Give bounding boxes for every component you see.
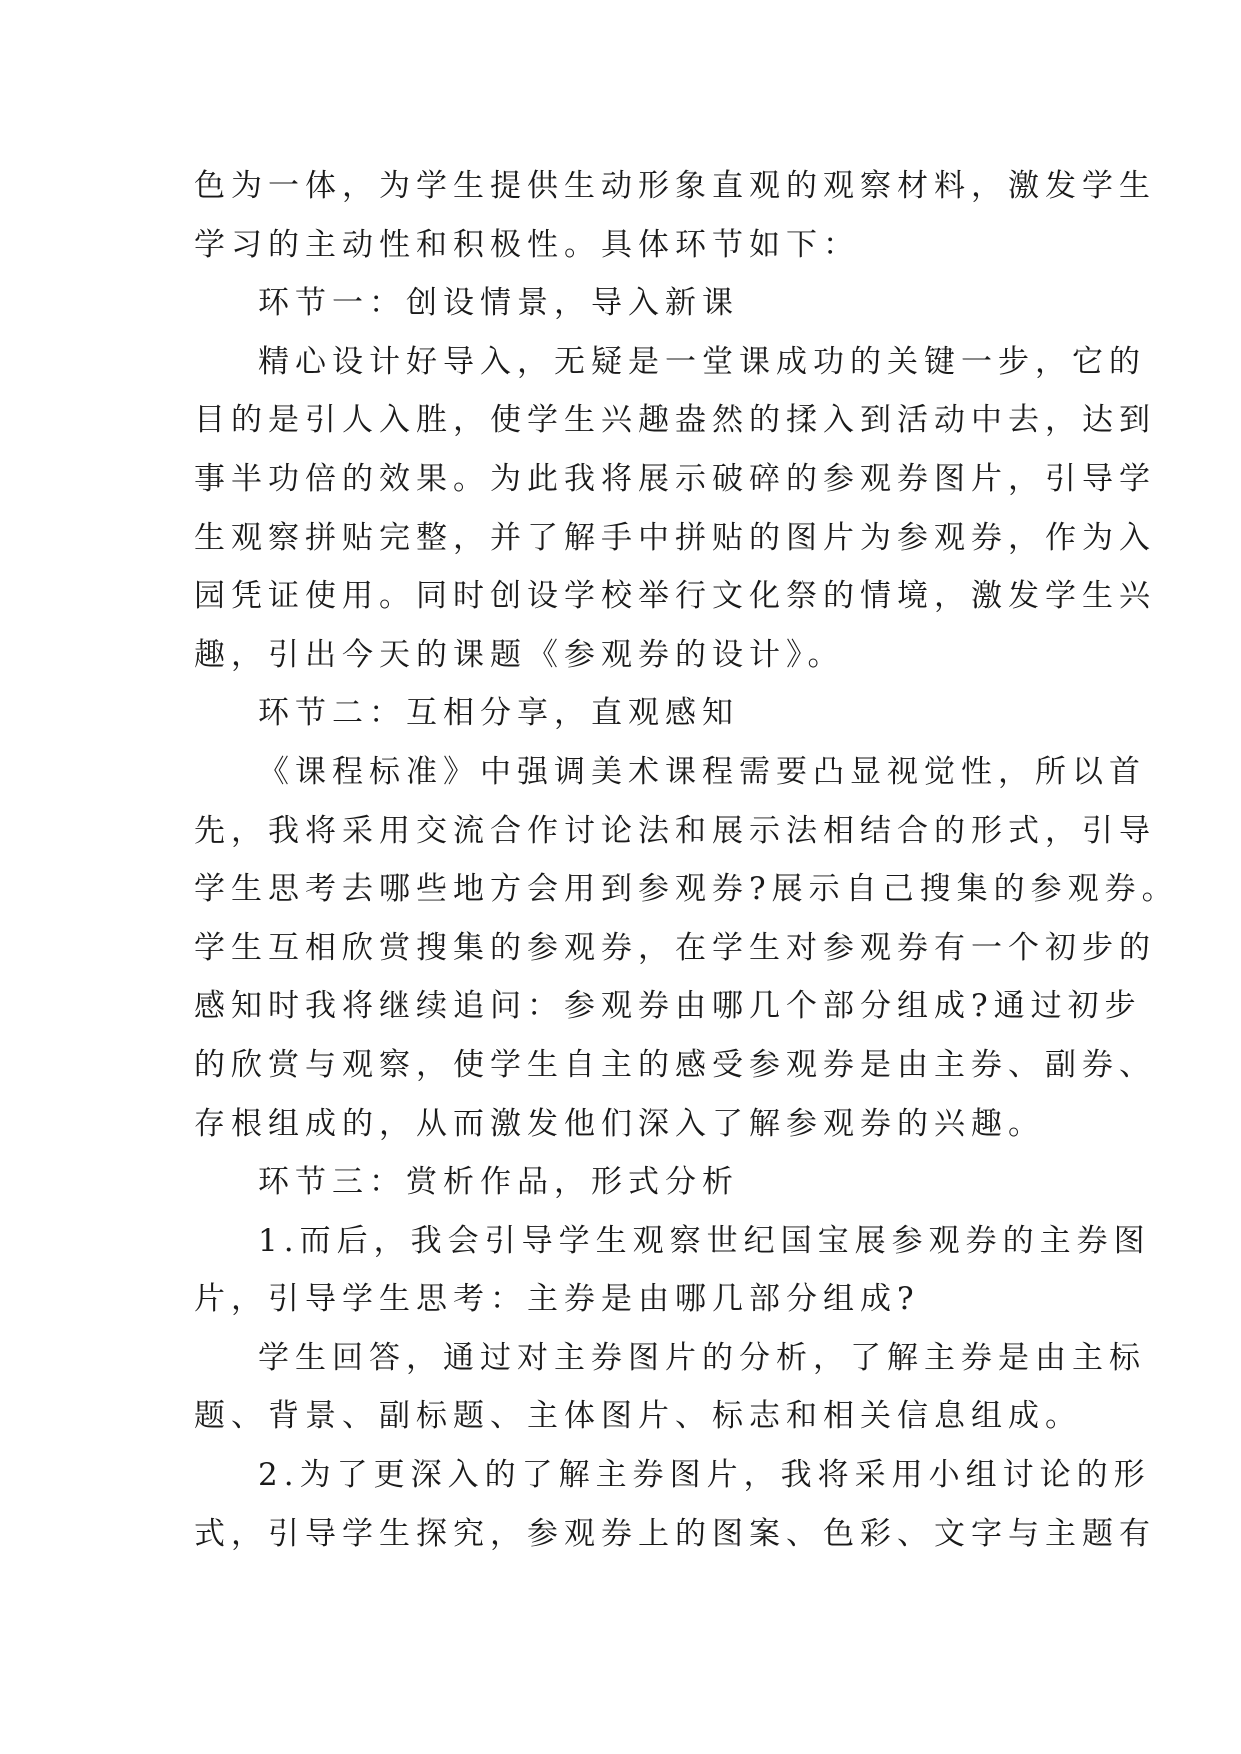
section-heading: 环节一：创设情景，导入新课 [258,285,739,322]
section-heading: 环节二：互相分享，直观感知 [258,695,739,732]
text-line: 学生思考去哪些地方会用到参观券?展示自己搜集的参观券。 [194,871,1179,908]
text-line: 趣，引出今天的课题《参观券的设计》。 [194,636,845,673]
text-line: 生观察拼贴完整，并了解手中拼贴的图片为参观券，作为入 [194,519,1156,556]
text-line: 精心设计好导入，无疑是一堂课成功的关键一步，它的 [258,343,1146,380]
text-line: 片，引导学生思考：主券是由哪几部分组成? [194,1281,920,1318]
text-line: 1.而后，我会引导学生观察世纪国宝展参观券的主券图 [258,1222,1151,1259]
text-line: 学习的主动性和积极性。具体环节如下： [194,226,860,263]
text-line: 先，我将采用交流合作讨论法和展示法相结合的形式，引导 [194,812,1156,849]
text-line: 《课程标准》中强调美术课程需要凸显视觉性，所以首 [258,753,1146,790]
text-line: 式，引导学生探究，参观券上的图案、色彩、文字与主题有 [194,1515,1156,1552]
text-line: 色为一体，为学生提供生动形象直观的观察材料，激发学生 [194,168,1156,204]
text-line: 2.为了更深入的了解主券图片，我将采用小组讨论的形 [258,1457,1151,1494]
text-line: 题、背景、副标题、主体图片、标志和相关信息组成。 [194,1398,1082,1435]
text-line: 学生回答，通过对主券图片的分析，了解主券是由主标 [258,1339,1146,1376]
text-line: 存根组成的，从而激发他们深入了解参观券的兴趣。 [194,1105,1045,1142]
text-line: 园凭证使用。同时创设学校举行文化祭的情境，激发学生兴 [194,578,1156,615]
text-line: 的欣赏与观察，使学生自主的感受参观券是由主券、副券、 [194,1046,1156,1083]
text-line: 目的是引人入胜，使学生兴趣盎然的揉入到活动中去，达到 [194,402,1156,439]
text-line: 学生互相欣赏搜集的参观券，在学生对参观券有一个初步的 [194,929,1156,966]
section-heading: 环节三：赏析作品，形式分析 [258,1164,739,1201]
text-line: 感知时我将继续追问：参观券由哪几个部分组成?通过初步 [194,988,1142,1025]
document-body [194,157,1179,1563]
text-line: 事半功倍的效果。为此我将展示破碎的参观券图片，引导学 [194,460,1156,497]
